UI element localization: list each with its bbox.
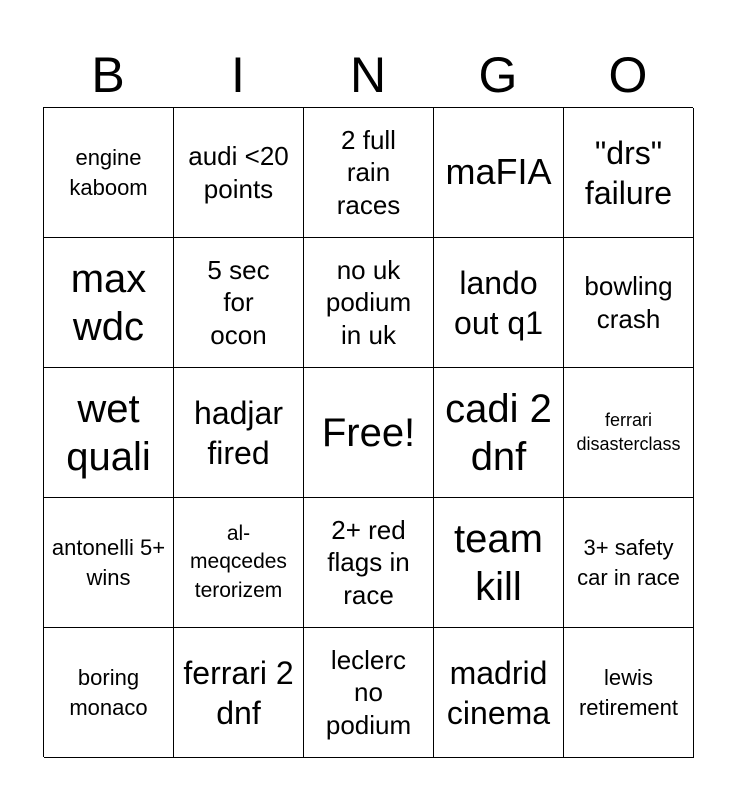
cell-text: cadi 2 dnf [445,386,552,479]
bingo-cell[interactable] [174,238,304,368]
bingo-cell[interactable] [44,238,174,368]
bingo-cell[interactable] [434,368,564,498]
bingo-cell[interactable] [304,498,434,628]
bingo-cell[interactable] [174,108,304,238]
header-letter-o: O [608,47,648,103]
bingo-cell[interactable] [564,368,694,498]
cell-text: audi <20 points [188,141,289,204]
bingo-cell[interactable] [174,498,304,628]
bingo-cell[interactable] [434,108,564,238]
cell-text: hadjar fired [194,394,283,471]
cell-text: leclerc no podium [325,644,412,740]
bingo-cell[interactable] [304,628,434,758]
cell-text: team kill [454,516,543,609]
bingo-cell[interactable] [44,628,174,758]
free-space-cell[interactable] [304,368,434,498]
cell-text: lewis retirement [578,664,679,720]
cell-text: maFIA [445,151,552,193]
cell-text: boring monaco [69,664,148,720]
bingo-cell[interactable] [434,628,564,758]
cell-text: 2+ red flags in race [327,514,410,610]
bingo-cell[interactable] [44,498,174,628]
bingo-cell[interactable] [304,108,434,238]
free-space-text: Free! [321,410,416,455]
cell-text: lando out q1 [454,264,543,341]
bingo-cell[interactable] [564,628,694,758]
bingo-header [43,40,693,110]
bingo-cell[interactable] [564,108,694,238]
bingo-cell[interactable] [434,238,564,368]
header-letter-b: B [91,47,125,103]
bingo-card [43,107,693,757]
cell-text: no uk podium in uk [325,254,412,350]
cell-text: antonelli 5+ wins [51,534,166,590]
bingo-cell[interactable] [174,368,304,498]
bingo-cell[interactable] [434,498,564,628]
bingo-cell[interactable] [564,498,694,628]
header-letter-i: I [231,47,245,103]
cell-text: ferrari disasterclass [576,410,681,454]
cell-text: ferrari 2 dnf [183,654,294,731]
header-letter-g: G [478,47,518,103]
bingo-cell[interactable] [44,108,174,238]
bingo-cell[interactable] [304,238,434,368]
bingo-cell[interactable] [44,368,174,498]
bingo-cell[interactable] [564,238,694,368]
cell-text: al-meqcedes terorizem [190,521,287,602]
cell-text: bowling crash [584,271,673,334]
cell-text: 2 full rain races [336,124,401,220]
bingo-cell[interactable] [174,628,304,758]
cell-text: wet quali [66,386,151,479]
cell-text: max wdc [70,256,147,349]
cell-text: madrid cinema [446,654,551,731]
cell-text: "drs" failure [584,134,673,211]
header-letter-n: N [349,47,387,103]
cell-text: engine kaboom [69,144,148,200]
cell-text: 5 sec for ocon [207,254,270,350]
cell-text: 3+ safety car in race [577,534,680,590]
